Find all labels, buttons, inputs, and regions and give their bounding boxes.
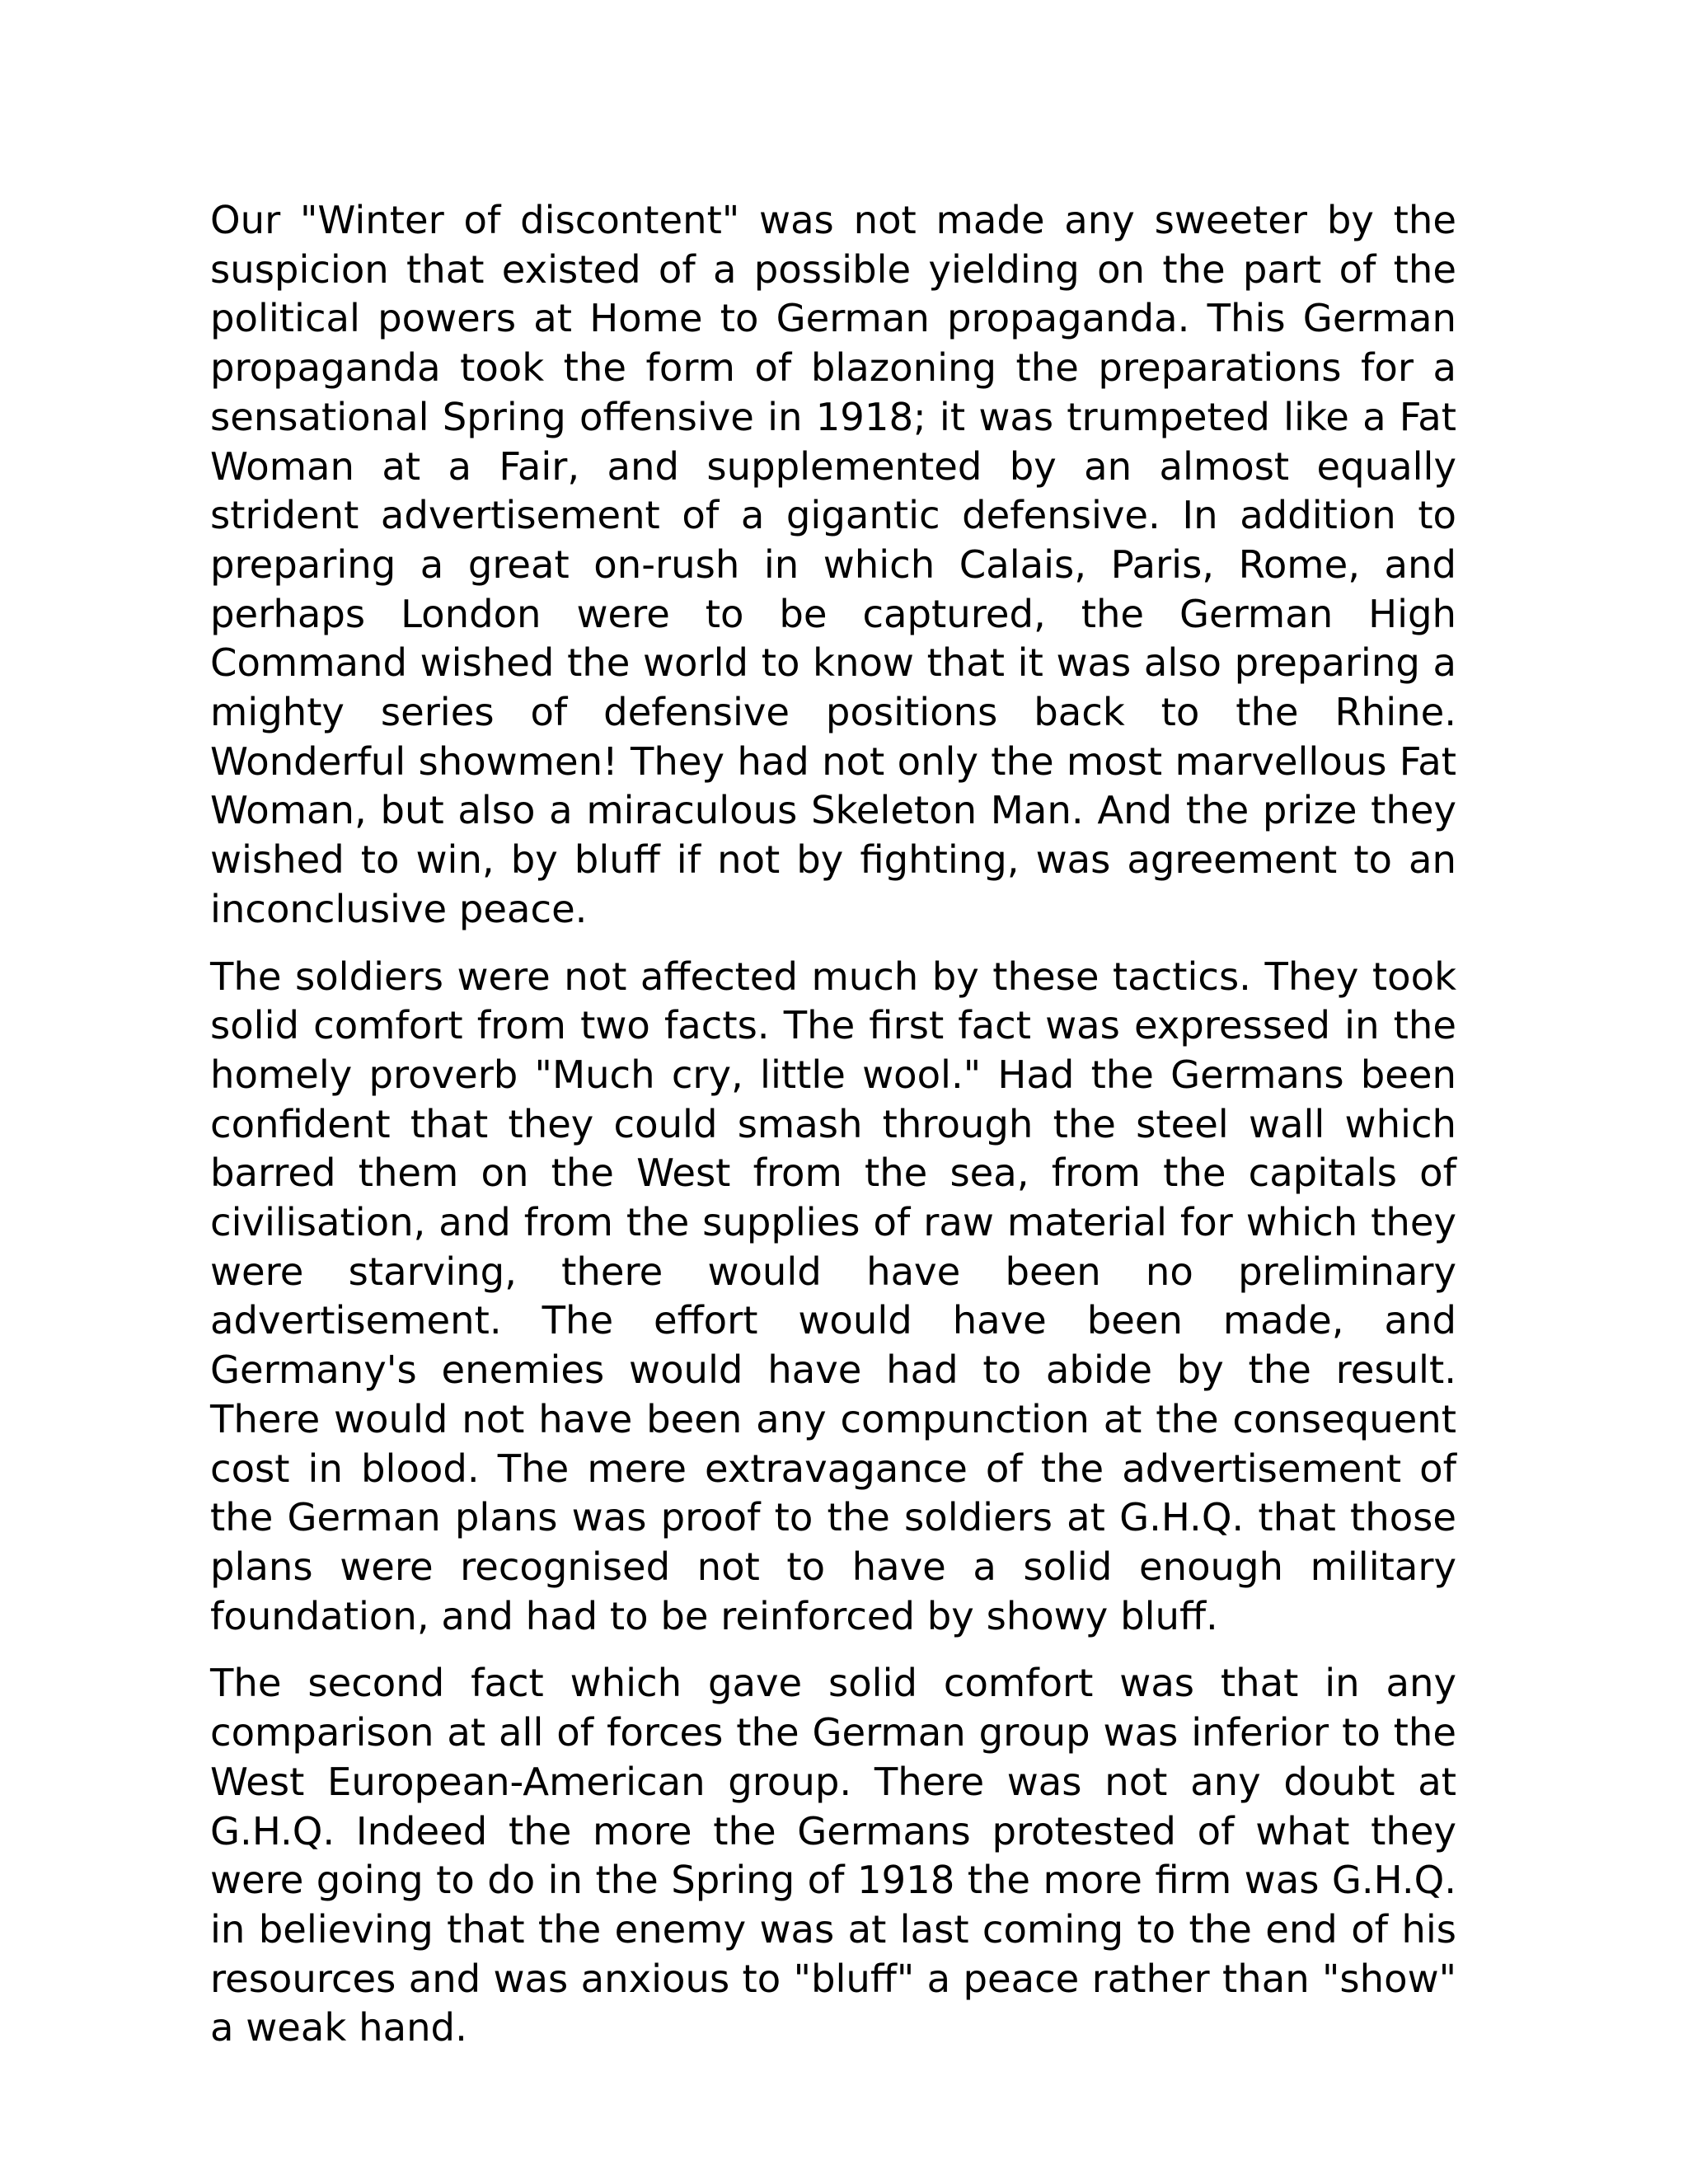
paragraph-2: The soldiers were not affected much by these tactics. They took solid comfort from two facts. The first fact was expressed in the homely proverb "Much cry, little wool." Had the Germans been confident that they could smash through the steel wall which barred them on the West from the sea, from the capitals of civilisation, and from the supplies of raw material for which they were starving, there would have been no preliminary advertisement. The effort would have been made, and Germany's enemies would have had to abide by the result. There would not have been any compunction at the consequent cost in blood. The mere extravagance of the advertisement of the German plans was proof to the soldiers at G.H.Q. that those plans were recognised not to have a solid enough military foundation, and had to be reinforced by showy bluff. — [210, 954, 1456, 1638]
paragraph-1: Our "Winter of discontent" was not made any sweeter by the suspicion that existed of a possible yielding on the part of the political powers at Home to German propaganda. This German propaganda took the form of blazoning the preparations for a sensational Spring offensive in 1918; it was trumpeted like a Fat Woman at a Fair, and supplemented by an almost equally strident advertisement of a gigantic defensive. In addition to preparing a great on-rush in which Calais, Paris, Rome, and perhaps London were to be captured, the German High Command wished the world to know that it was also preparing a mighty series of defensive positions back to the Rhine. Wonderful showmen! They had not only the most marvellous Fat Woman, but also a miraculous Skeleton Man. And the prize they wished to win, by bluff if not by fighting, was agreement to an inconclusive peace. — [210, 198, 1456, 931]
paragraph-3: The second fact which gave solid comfort was that in any comparison at all of forces the German group was inferior to the West European-American group. There was not any doubt at G.H.Q. Indeed the more the Germans protested of what they were going to do in the Spring of 1918 the more firm was G.H.Q. in believing that the enemy was at last coming to the end of his resources and was anxious to "bluff" a peace rather than "show" a weak hand. — [210, 1661, 1456, 2050]
body-text — [210, 196, 1456, 2071]
